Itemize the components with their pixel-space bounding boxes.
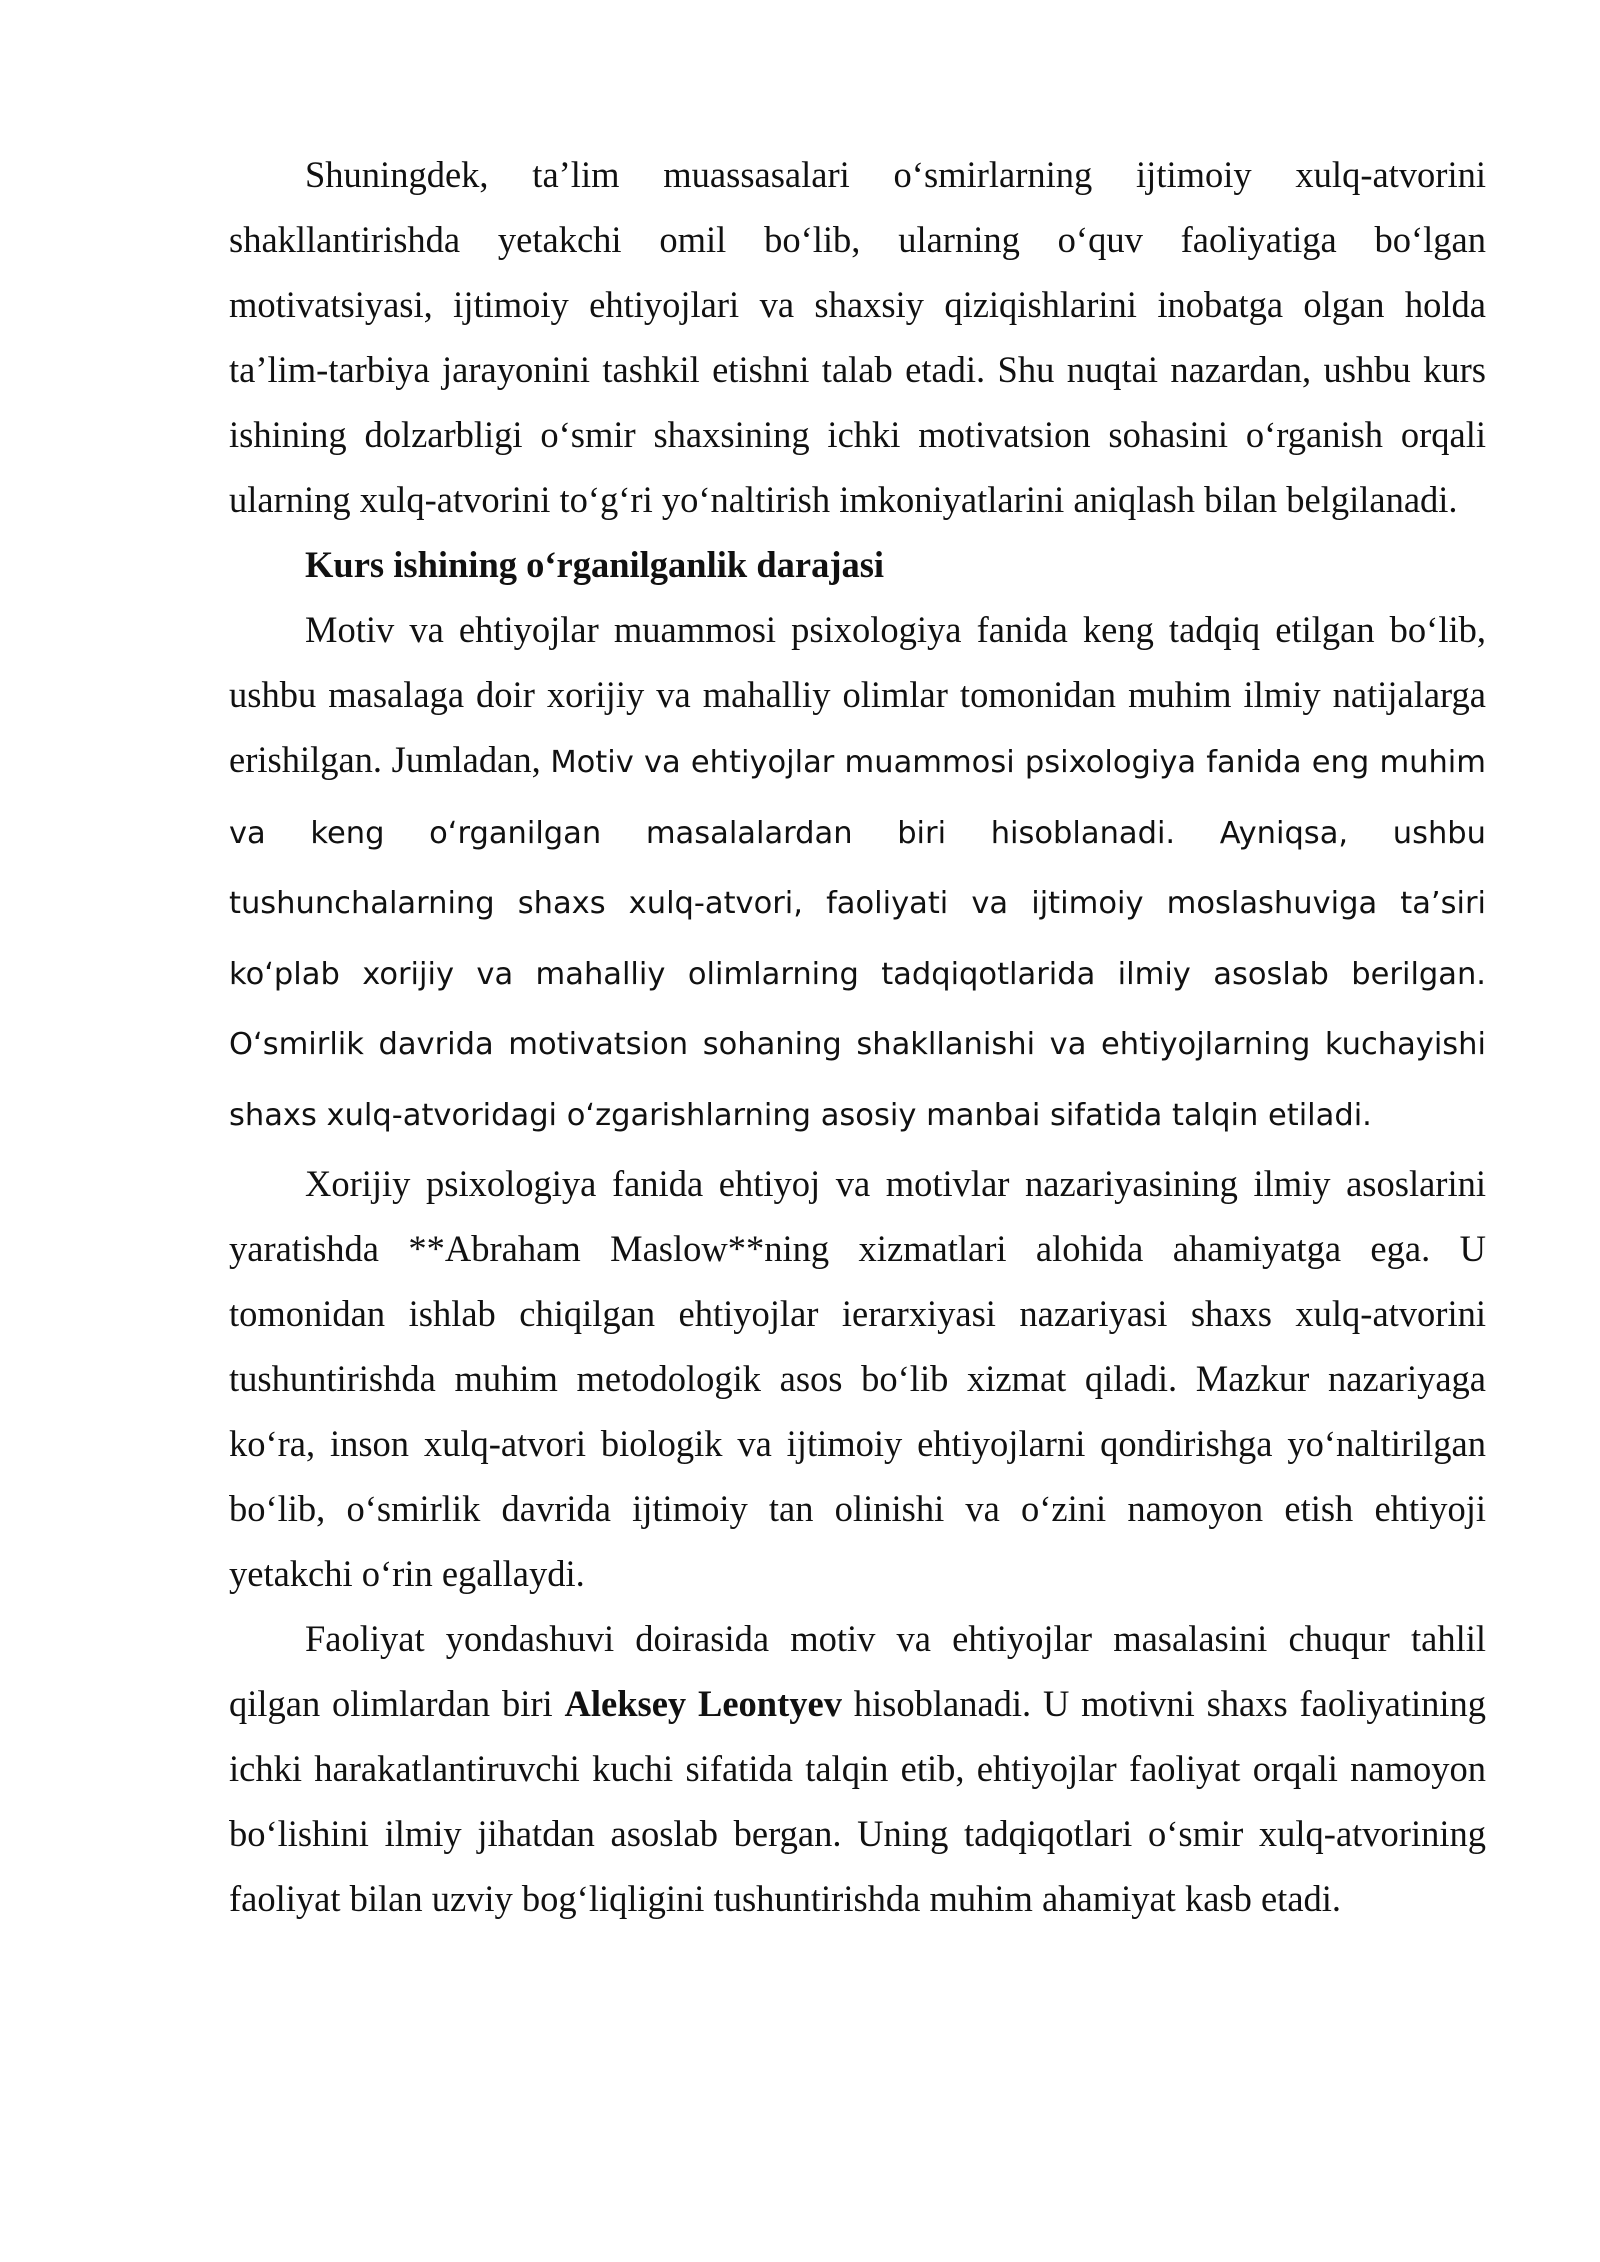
paragraph-leontyev <box>229 1606 1486 1931</box>
paragraph-relevance: Shuningdek, ta’lim muassasalari o‘smirlarning ijtimoiy xulq-atvorini shakllantirishda yetakchi omil bo‘lib, ularning o‘quv faoliyatiga bo‘lgan motivatsiyasi, ijtimoiy ehtiyojlari va shaxsiy qiziqishlarini inobatga olgan holda ta’lim-tarbiya jarayonini tashkil etishni talab etadi. Shu nuqtai nazardan, ushbu kurs ishining dolzarbligi o‘smir shaxsining ichki motivatsion sohasini o‘rganish orqali ularning xulq-atvorini to‘g‘ri yo‘naltirish imkoniyatlarini aniqlash bilan belgilanadi. <box>229 154 1486 520</box>
paragraph-motives <box>229 597 1486 1151</box>
paragraph-motives-sans-text: Motiv va ehtiyojlar muammosi psixologiya fanida eng muhim va keng oʻrganilgan masalalardan biri hisoblanadi. Ayniqsa, ushbu tushunchalarning shaxs xulq-atvori, faoliyati va ijtimoiy moslashuviga taʼsiri koʻplab xorijiy va mahalliy olimlarning tadqiqotlarida ilmiy asoslab berilgan. Oʻsmirlik davrida motivatsion sohaning shakllanishi va ehtiyojlarning kuchayishi shaxs xulq-atvoridagi oʻzgarishlarning asosiy manbai sifatida talqin etiladi. <box>229 745 1486 1133</box>
paragraph-leontyev-after: hisoblanadi. U motivni shaxs faoliyatining ichki harakatlantiruvchi kuchi sifatida talqin etib, ehtiyojlar faoliyat orqali namoyon bo‘lishini ilmiy jihatdan asoslab bergan. Uning tadqiqotlari o‘smir xulq-atvorining faoliyat bilan uzviy bog‘liqligini tushuntirishda muhim ahamiyat kasb etadi. <box>229 1682 1487 1919</box>
paragraph-maslow: Xorijiy psixologiya fanida ehtiyoj va motivlar nazariyasining ilmiy asoslarini yaratishda **Abraham Maslow**ning xizmatlari alohida ahamiyatga ega. U tomonidan ishlab chiqilgan ehtiyojlar ierarxiyasi nazariyasi shaxs xulq-atvorini tushuntirishda muhim metodologik asos bo‘lib xizmat qiladi. Mazkur nazariyaga ko‘ra, inson xulq-atvori biologik va ijtimoiy ehtiyojlarni qondirishga yo‘naltirilgan bo‘lib, o‘smirlik davrida ijtimoiy tan olinishi va o‘zini namoyon etish ehtiyoji yetakchi o‘rin egallaydi. <box>229 1162 1486 1594</box>
author-name-leontyev: Aleksey Leontyev <box>564 1682 842 1724</box>
paragraph-motives-serif-text: Motiv va ehtiyojlar muammosi psixologiya fanida keng tadqiq etilgan bo‘lib, ushbu masalaga doir xorijiy va mahalliy olimlar tomonidan muhim ilmiy natijalarga erishilgan. Jumladan, <box>229 609 1486 780</box>
paragraph-leontyev-before: Faoliyat yondashuvi doirasida motiv va ehtiyojlar masalasini chuqur tahlil qilgan olimlardan biri <box>229 1617 1486 1724</box>
section-heading: Kurs ishining o‘rganilganlik darajasi <box>305 544 885 585</box>
document-body <box>229 142 1486 1931</box>
